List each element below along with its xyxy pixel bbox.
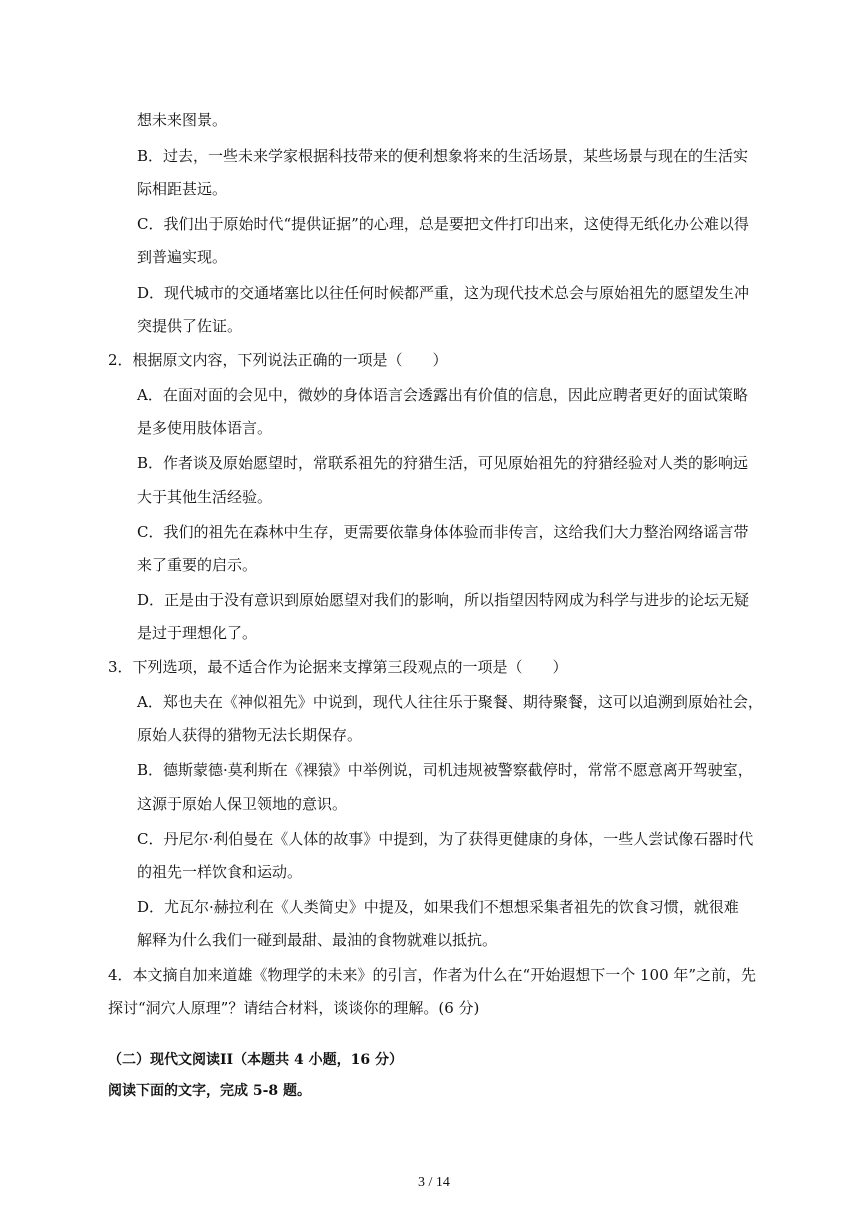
q4-stem-line1: 4．本文摘自加来道雄《物理学的未来》的引言，作者为什么在“开始遐想下一个 100 年”之前，先 xyxy=(108,966,757,984)
q3-option-c-line2: 的祖先一样饮食和运动。 xyxy=(137,863,303,881)
q1-option-d-line1: D．现代城市的交通堵塞比以往任何时候都严重，这为现代技术总会与原始祖先的愿望发生冲 xyxy=(137,284,750,302)
q3-option-b-line2: 这源于原始人保卫领地的意识。 xyxy=(137,795,348,813)
q4-stem-line2: 探讨“洞穴人原理”？请结合材料，谈谈你的理解。(6 分) xyxy=(108,999,480,1017)
q3-option-b-line1: B．德斯蒙德·莫利斯在《裸猿》中举例说，司机违规被警察截停时，常常不愿意离开驾驶室， xyxy=(137,761,753,779)
q2-option-c-line2: 来了重要的启示。 xyxy=(137,556,258,574)
q1-option-d-line2: 突提供了佐证。 xyxy=(137,317,243,335)
q3-option-a-line2: 原始人获得的猎物无法长期保存。 xyxy=(137,726,363,744)
page-number: 3 / 14 xyxy=(418,1175,450,1190)
section-instruction: 阅读下面的文字，完成 5-8 题。 xyxy=(108,1083,312,1099)
q2-option-a-line2: 是多使用肢体语言。 xyxy=(137,419,273,437)
q1-option-c-line1: C．我们出于原始时代“提供证据”的心理，总是要把文件打印出来，这使得无纸化办公难以得 xyxy=(137,215,749,233)
q1-option-c-line2: 到普遍实现。 xyxy=(137,248,228,266)
q2-option-d-line1: D．正是由于没有意识到原始愿望对我们的影响，所以指望因特网成为科学与进步的论坛无疑 xyxy=(137,591,750,609)
q3-option-c-line1: C．丹尼尔·利伯曼在《人体的故事》中提到，为了获得更健康的身体，一些人尝试像石器时代 xyxy=(137,830,754,848)
q1-option-a-continuation: 想未来图景。 xyxy=(137,111,228,129)
q2-option-d-line2: 是过于理想化了。 xyxy=(137,624,258,642)
q1-option-b-line2: 际相距甚远。 xyxy=(137,180,228,198)
q3-option-d-line2: 解释为什么我们一碰到最甜、最油的食物就难以抵抗。 xyxy=(137,931,498,949)
q3-option-d-line1: D．尤瓦尔·赫拉利在《人类简史》中提及，如果我们不想想采集者祖先的饮食习惯，就很难 xyxy=(137,898,739,916)
q3-option-a-line1: A．郑也夫在《神似祖先》中说到，现代人往往乐于聚餐、期待聚餐，这可以追溯到原始社会， xyxy=(137,693,763,711)
section-heading: （二）现代文阅读II（本题共 4 小题，16 分） xyxy=(108,1052,403,1068)
q2-option-b-line2: 大于其他生活经验。 xyxy=(137,488,273,506)
q2-stem: 2．根据原文内容，下列说法正确的一项是（ ） xyxy=(108,351,448,369)
q2-option-a-line1: A．在面对面的会见中，微妙的身体语言会透露出有价值的信息，因此应聘者更好的面试策略 xyxy=(137,386,748,404)
q3-stem: 3．下列选项，最不适合作为论据来支撑第三段观点的一项是（ ） xyxy=(108,658,568,676)
q2-option-c-line1: C．我们的祖先在森林中生存，更需要依靠身体体验而非传言，这给我们大力整治网络谣言带 xyxy=(137,523,749,541)
q2-option-b-line1: B．作者谈及原始愿望时，常联系祖先的狩猎生活，可见原始祖先的狩猎经验对人类的影响远 xyxy=(137,454,749,472)
q1-option-b-line1: B．过去，一些未来学家根据科技带来的便利想象将来的生活场景，某些场景与现在的生活实 xyxy=(137,147,749,165)
